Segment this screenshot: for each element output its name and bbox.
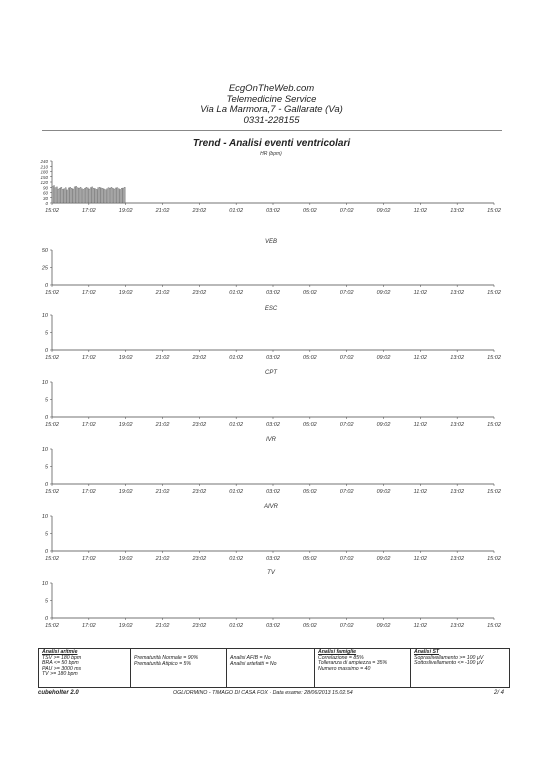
hr-x-tick-label: 03:02 [266, 208, 280, 214]
veb-x-tick-label: 05:02 [302, 290, 317, 296]
hr-y-tick-label: 150 [40, 174, 48, 180]
aivr-x-tick-label: 21:02 [155, 556, 170, 562]
hr-x-tick-label: 01:02 [229, 208, 244, 214]
esc-x-tick-label: 09:02 [376, 355, 391, 361]
aivr-x-tick-label: 15:02 [45, 556, 59, 562]
analysis-summary [38, 648, 510, 688]
pau-threshold: PAU >= 3000 ms [42, 665, 82, 672]
ivr-y-tick-label: 10 [41, 447, 48, 453]
tv-chart-title: TV [267, 570, 275, 576]
aivr-x-tick-label: 11:02 [413, 556, 428, 562]
family-max: Numero massimo = 40 [318, 665, 371, 672]
aivr-x-tick-label: 17:02 [81, 556, 96, 562]
clinic-phone: 0331-228155 [243, 114, 300, 126]
tv-x-tick-label: 07:02 [339, 623, 354, 629]
ivr-x-tick-label: 15:02 [45, 489, 59, 495]
hr-bar [104, 189, 105, 203]
veb-y-tick-label: 25 [41, 265, 48, 272]
veb-x-tick-label: 15:02 [45, 290, 59, 296]
ivr-x-tick-label: 19:02 [118, 489, 133, 495]
hr-bar [58, 189, 59, 203]
page-number: 2/ 4 [493, 690, 504, 696]
clinic-service: Telemedicine Service [226, 93, 317, 105]
exam-info: OGLIORMINO - TIMAGO DI CASA FOX · Data esame: 28/06/2013 15.02.54 [173, 690, 353, 696]
hr-bar [59, 188, 60, 203]
hr-x-tick-label: 07:02 [339, 208, 354, 214]
hr-y-tick-label: 120 [40, 180, 48, 185]
ivr-x-tick-label: 13:02 [450, 489, 465, 495]
tv-x-tick-label: 01:02 [229, 623, 244, 629]
tv-x-tick-label: 21:02 [155, 623, 170, 629]
aivr-y-tick-label: 0 [44, 549, 48, 555]
aivr-x-tick-label: 05:02 [302, 556, 317, 562]
hr-bar [98, 188, 99, 203]
esc-x-tick-label: 21:02 [155, 355, 170, 361]
tsv-threshold: TSV >= 180 bpm [42, 654, 82, 661]
aivr-x-tick-label: 15:02 [487, 556, 501, 562]
hr-bar [89, 189, 90, 203]
aivr-chart-title: AIVR [263, 504, 279, 510]
tv-x-tick-label: 15:02 [45, 623, 59, 629]
cpt-x-tick-label: 13:02 [450, 422, 465, 428]
artifact-analysis: Analisi artefatti = No [230, 660, 277, 667]
hr-bar [87, 188, 88, 203]
hr-x-tick-label: 09:02 [376, 208, 391, 214]
aivr-x-tick-label: 09:02 [376, 556, 391, 562]
hr-bar [64, 189, 65, 203]
family-correlation: Correlazione = 85% [318, 654, 364, 661]
tv-threshold: TV >= 180 bpm [42, 671, 78, 678]
hr-x-tick-label: 19:02 [118, 208, 133, 214]
ivr-x-tick-label: 17:02 [81, 489, 96, 495]
veb-chart-title: VEB [264, 239, 278, 245]
veb-x-tick-label: 23:02 [192, 290, 207, 296]
hr-bar [92, 187, 93, 203]
hr-bar [81, 189, 82, 203]
cpt-x-tick-label: 15:02 [45, 422, 59, 428]
veb-x-tick-label: 15:02 [487, 290, 501, 296]
hr-bar [73, 189, 74, 203]
arrhythmia-head: Analisi aritmie [42, 649, 78, 655]
hr-bar [84, 188, 85, 203]
hr-bar [74, 187, 75, 203]
aivr-x-tick-label: 01:02 [229, 556, 244, 562]
hr-bar [123, 188, 124, 203]
hr-bar [79, 188, 80, 203]
hr-bar [90, 188, 91, 203]
st-head: Analisi ST [414, 649, 440, 655]
prematurity-normal: Prematurità Normale = 90% [134, 655, 199, 661]
hr-bar [83, 189, 84, 203]
family-head: Analisi famiglie [318, 649, 357, 655]
clinic-address: Via La Marmora,7 - Gallarate (Va) [200, 104, 343, 115]
ivr-chart-title: IVR [265, 437, 277, 443]
hr-bar [77, 188, 78, 203]
hr-bar [96, 189, 97, 203]
veb-x-tick-label: 01:02 [229, 290, 244, 296]
tv-x-tick-label: 11:02 [413, 623, 428, 629]
veb-x-tick-label: 07:02 [339, 290, 354, 296]
hr-bar [65, 188, 66, 203]
cpt-x-tick-label: 21:02 [155, 422, 170, 428]
veb-x-tick-label: 09:02 [376, 290, 391, 296]
veb-y-tick-label: 50 [41, 248, 48, 254]
aivr-x-tick-label: 07:02 [339, 556, 354, 562]
cpt-x-tick-label: 23:02 [192, 422, 207, 428]
hr-bar [56, 187, 57, 203]
hr-bar [99, 187, 100, 203]
tv-x-tick-label: 17:02 [81, 623, 96, 629]
veb-y-tick-label: 0 [44, 283, 48, 289]
st-depression: Sottoslivellamento <= -100 µV [414, 660, 484, 667]
hr-chart-title: HR (bpm) [260, 151, 282, 157]
esc-x-tick-label: 13:02 [450, 355, 465, 361]
ivr-y-tick-label: 0 [44, 482, 48, 488]
hr-bar [124, 187, 125, 203]
hr-bar [71, 188, 72, 203]
hr-bar [62, 189, 63, 203]
hr-bar [120, 189, 121, 203]
family-analysis [315, 649, 411, 687]
tv-x-tick-label: 23:02 [192, 623, 207, 629]
hr-bar [109, 188, 110, 203]
hr-bar [115, 188, 116, 203]
aivr-y-tick-label: 10 [41, 514, 48, 520]
esc-y-tick-label: 10 [41, 313, 48, 319]
veb-x-tick-label: 17:02 [81, 290, 96, 296]
aivr-x-tick-label: 19:02 [118, 556, 133, 562]
family-tolerance: Tolleranza di ampiezza = 35% [318, 660, 388, 667]
hr-bar [76, 186, 77, 203]
afib-analysis: Analisi AFIB = No [230, 655, 271, 661]
esc-x-tick-label: 07:02 [339, 355, 354, 361]
cpt-x-tick-label: 17:02 [81, 422, 96, 428]
hr-bar [68, 188, 69, 203]
aivr-x-tick-label: 23:02 [192, 556, 207, 562]
esc-y-tick-label: 5 [44, 330, 48, 337]
prematurity-settings [131, 649, 227, 687]
esc-x-tick-label: 15:02 [45, 355, 59, 361]
hr-bar [55, 188, 56, 203]
ivr-x-tick-label: 03:02 [266, 489, 280, 495]
hr-bar [107, 189, 108, 203]
hr-bar [61, 187, 62, 203]
hr-bar [53, 186, 54, 204]
hr-x-tick-label: 11:02 [413, 208, 428, 214]
hr-bar [80, 187, 81, 203]
hr-x-tick-label: 05:02 [302, 208, 317, 214]
cpt-x-tick-label: 03:02 [266, 422, 280, 428]
prematurity-atypical: Prematurità Atipico = 5% [134, 660, 192, 667]
hr-y-tick-label: 180 [40, 169, 48, 175]
tv-x-tick-label: 15:02 [487, 623, 501, 629]
esc-x-tick-label: 23:02 [192, 355, 207, 361]
hr-bar [121, 188, 122, 203]
hr-x-tick-label: 15:02 [487, 208, 501, 214]
esc-x-tick-label: 19:02 [118, 355, 133, 361]
ivr-x-tick-label: 15:02 [487, 489, 501, 495]
hr-bar [108, 188, 109, 203]
hr-bar [86, 187, 87, 203]
hr-bar [70, 187, 71, 203]
ivr-x-tick-label: 09:02 [376, 489, 391, 495]
hr-bar [111, 187, 112, 203]
hr-x-tick-label: 13:02 [450, 208, 465, 214]
cpt-chart-title: CPT [265, 370, 277, 376]
hr-x-tick-label: 17:02 [81, 208, 96, 214]
ivr-x-tick-label: 07:02 [339, 489, 354, 495]
arrhythmia-analysis [39, 649, 131, 687]
cpt-y-tick-label: 5 [44, 397, 48, 404]
tv-x-tick-label: 13:02 [450, 623, 465, 629]
ivr-x-tick-label: 05:02 [302, 489, 317, 495]
tv-x-tick-label: 09:02 [376, 623, 391, 629]
cpt-x-tick-label: 15:02 [487, 422, 501, 428]
hr-bar [118, 189, 119, 203]
esc-y-tick-label: 0 [44, 348, 48, 354]
veb-x-tick-label: 03:02 [266, 290, 280, 296]
bra-threshold: BRA <= 50 bpm [42, 660, 79, 667]
clinic-name: EcgOnTheWeb.com [228, 83, 315, 94]
st-analysis [411, 649, 509, 687]
cpt-x-tick-label: 19:02 [118, 422, 133, 428]
hr-y-tick-label: 60 [42, 190, 48, 196]
cpt-x-tick-label: 09:02 [376, 422, 391, 428]
hr-bar [112, 188, 113, 203]
hr-y-tick-label: 30 [42, 195, 48, 201]
esc-x-tick-label: 17:02 [81, 355, 96, 361]
veb-x-tick-label: 13:02 [450, 290, 465, 296]
hr-y-tick-label: 0 [45, 201, 48, 206]
hr-bar [105, 190, 106, 203]
hr-bar [67, 190, 68, 203]
ivr-x-tick-label: 23:02 [192, 489, 207, 495]
hr-bar [102, 188, 103, 203]
tv-y-tick-label: 0 [44, 616, 48, 622]
veb-x-tick-label: 11:02 [413, 290, 428, 296]
st-elevation: Sopraslivellamento >= 100 µV [414, 654, 484, 661]
hr-bar [93, 188, 94, 203]
esc-x-tick-label: 03:02 [266, 355, 280, 361]
esc-x-tick-label: 01:02 [229, 355, 244, 361]
hr-x-tick-label: 23:02 [192, 208, 207, 214]
hr-bar [52, 186, 53, 203]
esc-x-tick-label: 11:02 [413, 355, 428, 361]
aivr-x-tick-label: 13:02 [450, 556, 465, 562]
hr-y-tick-label: 240 [40, 159, 48, 164]
hr-bar [95, 189, 96, 203]
hr-y-tick-label: 210 [40, 164, 48, 170]
ivr-x-tick-label: 01:02 [229, 489, 244, 495]
aivr-x-tick-label: 03:02 [266, 556, 280, 562]
hr-bar [114, 189, 115, 203]
cpt-y-tick-label: 10 [41, 380, 48, 386]
veb-x-tick-label: 21:02 [155, 290, 170, 296]
cpt-x-tick-label: 07:02 [339, 422, 354, 428]
hr-bar [101, 188, 102, 203]
tv-x-tick-label: 05:02 [302, 623, 317, 629]
ivr-y-tick-label: 5 [44, 464, 48, 471]
tv-y-tick-label: 5 [44, 598, 48, 605]
tv-y-tick-label: 10 [41, 581, 48, 587]
veb-x-tick-label: 19:02 [118, 290, 133, 296]
cpt-x-tick-label: 01:02 [229, 422, 244, 428]
cpt-x-tick-label: 11:02 [413, 422, 428, 428]
hr-bar [117, 188, 118, 203]
ivr-x-tick-label: 21:02 [155, 489, 170, 495]
software-name: cubeholter 2.0 [38, 690, 79, 696]
hr-y-tick-label: 90 [42, 185, 48, 191]
ivr-x-tick-label: 11:02 [413, 489, 428, 495]
afib-settings [227, 649, 315, 687]
esc-chart-title: ESC [264, 306, 278, 312]
tv-x-tick-label: 03:02 [266, 623, 280, 629]
hr-x-tick-label: 15:02 [45, 208, 59, 214]
aivr-y-tick-label: 5 [44, 531, 48, 538]
tv-x-tick-label: 19:02 [118, 623, 133, 629]
hr-x-tick-label: 21:02 [155, 208, 170, 214]
cpt-x-tick-label: 05:02 [302, 422, 317, 428]
esc-x-tick-label: 05:02 [302, 355, 317, 361]
report-title: Trend - Analisi eventi ventricolari [192, 138, 351, 149]
cpt-y-tick-label: 0 [44, 415, 48, 421]
esc-x-tick-label: 15:02 [487, 355, 501, 361]
